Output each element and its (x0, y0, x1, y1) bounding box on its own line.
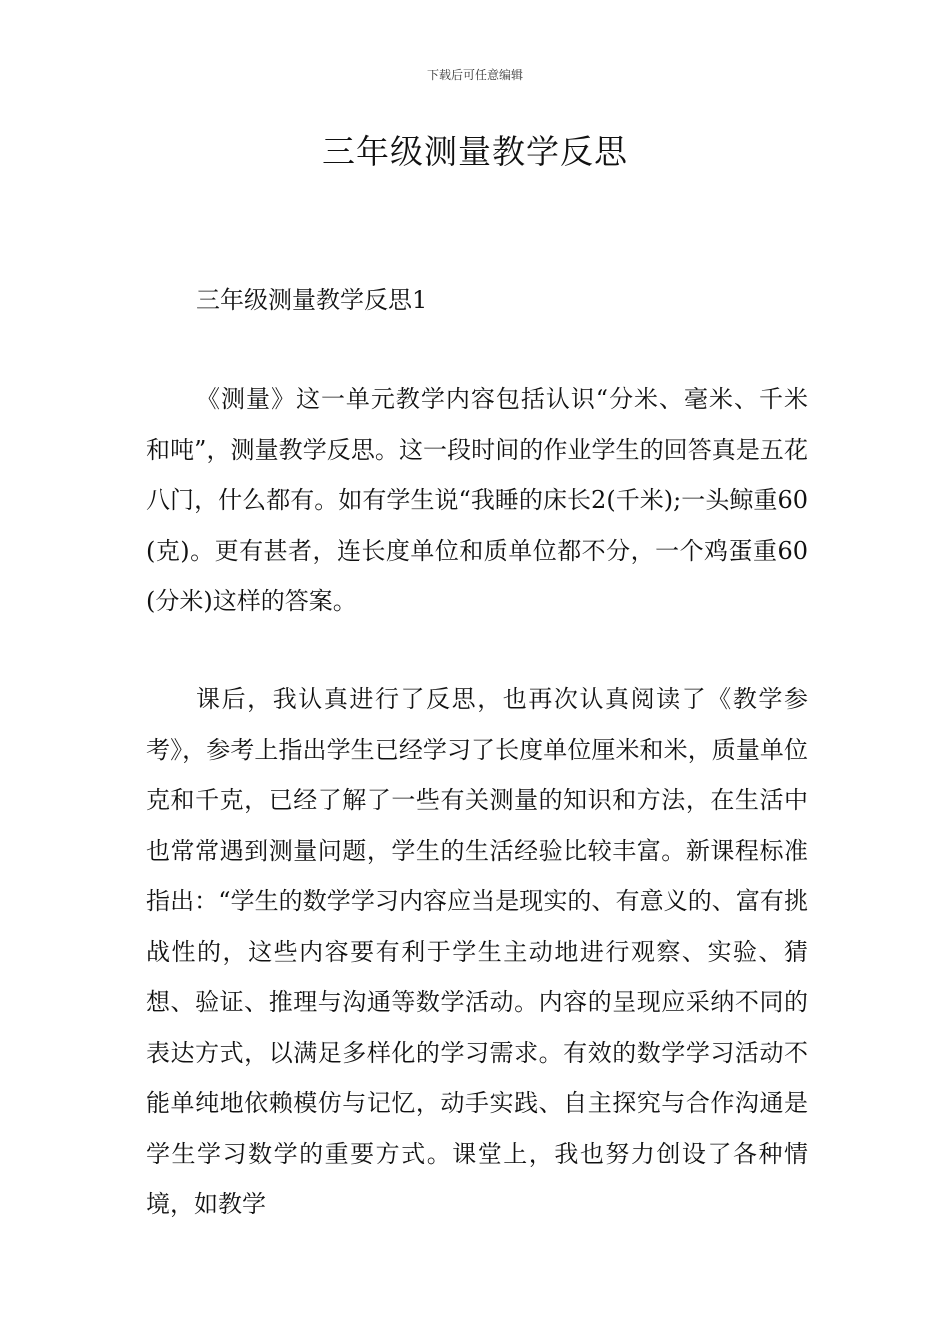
section-heading: 三年级测量教学反思1 (196, 286, 428, 314)
body-paragraph-1: 《测量》这一单元教学内容包括认识“分米、毫米、千米和吨”，测量教学反思。这一段时间的作业学生的回答真是五花八门，什么都有。如有学生说“我睡的床长2(千米);一头鲸重60(克)。更有甚者，连长度单位和质单位都不分，一个鸡蛋重60(分米)这样的答案。 (146, 385, 808, 615)
body-paragraph-2: 课后，我认真进行了反思，也再次认真阅读了《教学参考》，参考上指出学生已经学习了长度单位厘米和米，质量单位克和千克，已经了解了一些有关测量的知识和方法，在生活中也常常遇到测量问题，学生的生活经验比较丰富。新课程标准指出：“学生的数学学习内容应当是现实的、有意义的、富有挑战性的，这些内容要有利于学生主动地进行观察、实验、猜想、验证、推理与沟通等数学活动。内容的呈现应采纳不同的表达方式，以满足多样化的学习需求。有效的数学学习活动不能单纯地依赖模仿与记忆，动手实践、自主探究与合作沟通是学生学习数学的重要方式。课堂上，我也努力创设了各种情境，如教学 (146, 685, 808, 1218)
document-title: 三年级测量教学反思 (322, 132, 628, 171)
header-note: 下载后可任意编辑 (426, 68, 523, 82)
